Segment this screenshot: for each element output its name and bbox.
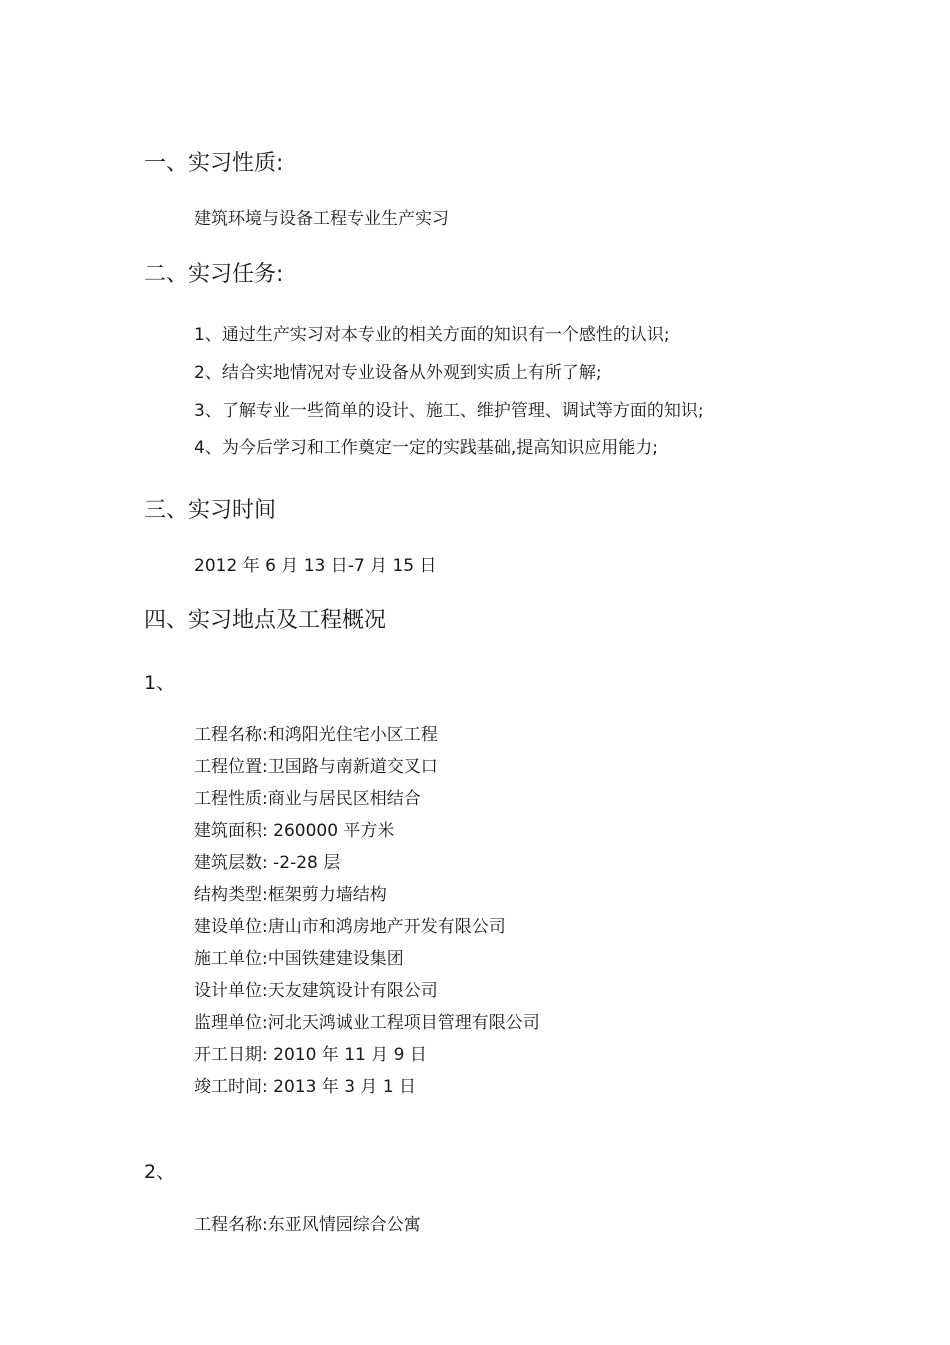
project-field: 工程名称:和鸿阳光住宅小区工程 <box>194 725 438 745</box>
section-heading-time: 三、实习时间 <box>144 498 277 523</box>
time-body: 2012 年 6 月 13 日-7 月 15 日 <box>194 556 437 576</box>
project-field: 建筑层数: -2-28 层 <box>194 853 341 873</box>
section-heading-tasks: 二、实习任务: <box>144 262 284 287</box>
project-field: 竣工时间: 2013 年 3 月 1 日 <box>194 1077 417 1097</box>
project-field: 工程名称:东亚风情园综合公寓 <box>194 1215 421 1235</box>
project-number-2: 2、 <box>144 1161 176 1183</box>
project-number-1: 1、 <box>144 672 176 694</box>
project-field: 监理单位:河北天鸿诚业工程项目管理有限公司 <box>194 1013 540 1033</box>
task-item: 1、通过生产实习对本专业的相关方面的知识有一个感性的认识; <box>194 325 670 345</box>
section-heading-nature: 一、实习性质: <box>144 151 284 176</box>
project-field: 设计单位:天友建筑设计有限公司 <box>194 981 438 1001</box>
nature-body: 建筑环境与设备工程专业生产实习 <box>194 209 449 229</box>
section-heading-location: 四、实习地点及工程概况 <box>144 608 387 633</box>
project-field: 建设单位:唐山市和鸿房地产开发有限公司 <box>194 917 506 937</box>
task-item: 3、了解专业一些简单的设计、施工、维护管理、调试等方面的知识; <box>194 401 704 421</box>
project-field: 建筑面积: 260000 平方米 <box>194 821 395 841</box>
task-item: 4、为今后学习和工作奠定一定的实践基础,提高知识应用能力; <box>194 438 658 458</box>
project-field: 工程位置:卫国路与南新道交叉口 <box>194 757 438 777</box>
project-field: 开工日期: 2010 年 11 月 9 日 <box>194 1045 427 1065</box>
project-field: 结构类型:框架剪力墙结构 <box>194 885 387 905</box>
project-field: 工程性质:商业与居民区相结合 <box>194 789 421 809</box>
project-field: 施工单位:中国铁建建设集团 <box>194 949 404 969</box>
task-item: 2、结合实地情况对专业设备从外观到实质上有所了解; <box>194 363 602 383</box>
